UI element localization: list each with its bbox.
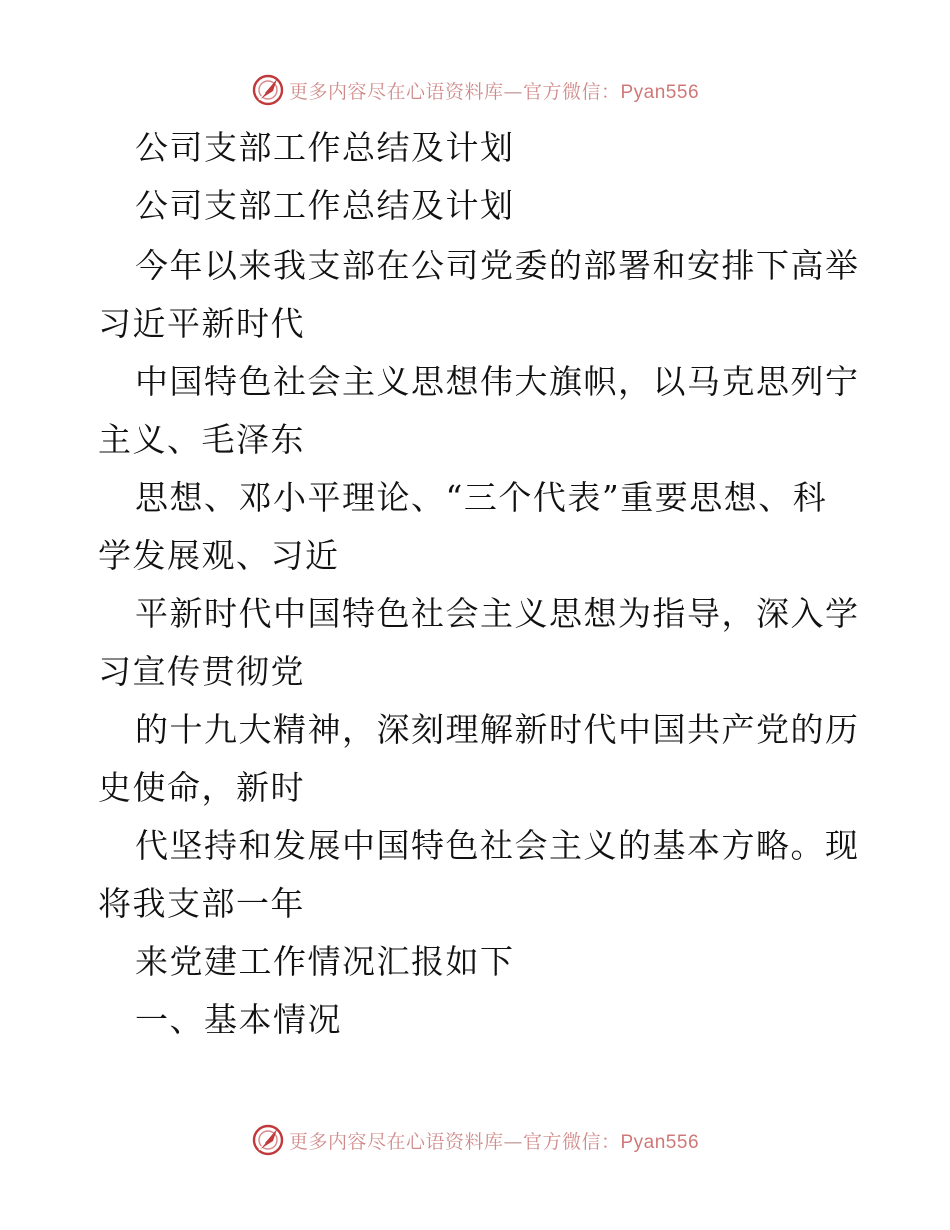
document-title: 公司支部工作总结及计划	[135, 128, 515, 167]
footer-banner-inner	[251, 1123, 699, 1157]
footer-banner	[0, 1120, 950, 1160]
header-banner-inner	[251, 73, 699, 107]
paragraph-line: 今年以来我支部在公司党委的部署和安排下高举	[135, 246, 860, 285]
paragraph-line: 将我支部一年	[98, 884, 305, 923]
paragraph-line: 来党建工作情况汇报如下	[135, 942, 515, 981]
paragraph-line: 习近平新时代	[98, 304, 305, 343]
quill-logo-icon	[251, 1123, 285, 1157]
header-banner-handle: Pyan556	[620, 81, 700, 103]
header-banner-dash: —	[503, 80, 523, 103]
paragraph-line: 主义、毛泽东	[98, 420, 305, 459]
paragraph-line: 习宣传贯彻党	[98, 652, 305, 691]
quill-logo-icon	[251, 73, 285, 107]
paragraph-line: 史使命，新时	[98, 768, 305, 807]
paragraph-line: 学发展观、习近	[98, 536, 340, 575]
paragraph-line: 代坚持和发展中国特色社会主义的基本方略。现	[135, 826, 860, 865]
section-heading: 一、基本情况	[135, 1000, 342, 1039]
paragraph-line: 思想、邓小平理论、“三个代表”重要思想、科	[135, 478, 828, 517]
paragraph-line: 的十九大精神，深刻理解新时代中国共产党的历	[135, 710, 860, 749]
footer-banner-handle: Pyan556	[620, 1131, 700, 1153]
paragraph-line: 平新时代中国特色社会主义思想为指导，深入学	[135, 594, 860, 633]
footer-banner-text	[289, 1127, 699, 1154]
document-subtitle: 公司支部工作总结及计划	[135, 186, 515, 225]
header-banner-text	[289, 77, 699, 104]
footer-banner-dash: —	[503, 1130, 523, 1153]
header-banner-slogan: 更多内容尽在心语资料库	[288, 80, 504, 103]
paragraph-line: 中国特色社会主义思想伟大旗帜，以马克思列宁	[135, 362, 860, 401]
header-banner	[0, 70, 950, 110]
header-banner-label: 官方微信：	[522, 80, 621, 103]
footer-banner-slogan: 更多内容尽在心语资料库	[288, 1130, 504, 1153]
footer-banner-label: 官方微信：	[522, 1130, 621, 1153]
